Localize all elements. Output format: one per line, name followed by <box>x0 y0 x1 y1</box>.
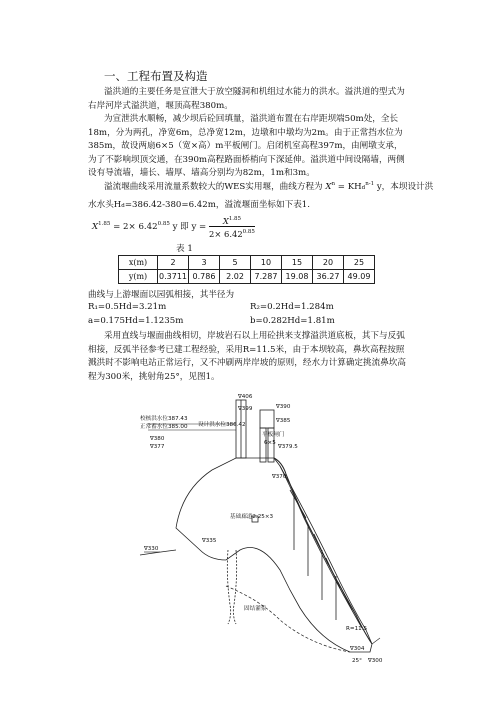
spillway-section-diagram <box>140 394 383 670</box>
coordinate-table <box>118 255 375 284</box>
table-cell: 5 <box>220 256 251 270</box>
section-heading: 一、工程布置及构造 <box>104 69 208 83</box>
label-el304: ∇304 <box>350 646 365 652</box>
eq-mid2: y 即 y = <box>172 222 207 232</box>
label-el370: ∇370 <box>272 474 287 480</box>
spillway-profile <box>274 458 372 644</box>
r1-text: R₁=0.5Hd=3.21m <box>88 302 167 312</box>
table-row-y <box>119 270 375 284</box>
paragraph-4: 采用直线与堰面曲线相切，岸坡岩石以上用砼拱来支撑溢洪道底板，其下与反弧相接，反弧半径参考已建工程经验，采用R=11.5米，由于本坝较高，鼻坎高程按照溅洪时不影响电站正常运行，又不冲刷两岸岸坡的原则，经水力计算确定挑流鼻坎高程为300米，挑射角25°，见图1。 <box>88 331 406 382</box>
label-curtain: 固结灌浆 <box>244 606 267 612</box>
label-design-level: 设计洪水位386.42 <box>198 422 246 428</box>
eq-denominator: $2\times 6.42^{0.85}$ <box>209 229 255 239</box>
label-el380: ∇380 <box>150 436 165 442</box>
table-cell: 2.02 <box>220 270 251 284</box>
eq-n1: n-1 <box>365 181 375 187</box>
eq-kh: = KH <box>337 182 362 192</box>
eq-mid: = 2× 6.42 <box>113 222 158 232</box>
label-el399: ∇399 <box>238 406 253 412</box>
label-gate: 平板闸门 <box>262 432 285 438</box>
eq-lhs-exp: 1.85 <box>98 221 111 227</box>
equation <box>92 214 255 239</box>
label-el385: ∇385 <box>276 418 291 424</box>
table-cell: 36.27 <box>313 270 344 284</box>
r2-text: R₂=0.2Hd=1.284m <box>250 302 334 312</box>
paragraph-3-line2 <box>88 198 310 210</box>
table-cell: 19.08 <box>282 270 313 284</box>
table-row-x <box>119 256 375 270</box>
p3b-sub: d <box>121 203 125 209</box>
label-el330: ∇330 <box>144 546 159 552</box>
label-el406: ∇406 <box>238 394 253 400</box>
dam-outline <box>176 458 372 652</box>
eq-d: d <box>361 185 366 191</box>
label-el300: ∇300 <box>368 658 383 664</box>
paragraph-3-line1 <box>104 180 433 192</box>
eq-fraction <box>209 214 255 239</box>
p3b-rest: =386.42-380=6.42m，溢流堰面坐标如下表1. <box>124 200 311 210</box>
label-el335: ∇335 <box>202 538 217 544</box>
table-cell: 0.786 <box>189 270 220 284</box>
table-cell: 0.3711 <box>158 270 189 284</box>
eq-lhs: X <box>92 222 99 232</box>
curve-intro: 曲线与上游堰面以园弧相接，其半径为 <box>88 290 235 300</box>
p3b-text: 水水头H <box>88 200 122 210</box>
gate-chamber <box>260 410 274 428</box>
label-el390: ∇390 <box>276 404 291 410</box>
eq-numerator: $X^{1.85}$ <box>209 214 255 227</box>
label-angle: 25° <box>352 658 362 664</box>
table-header-x: x(m) <box>119 256 158 270</box>
table-caption: 表 1 <box>176 244 193 254</box>
b-text: b=0.282Hd=1.81m <box>250 316 335 326</box>
table-cell: 20 <box>313 256 344 270</box>
paragraph-3-text: 溢流堰曲线采用流量系数较大的WES实用堰，曲线方程为 <box>104 182 323 192</box>
eq-mid-exp: 0.85 <box>157 221 170 227</box>
table-cell: 3 <box>189 256 220 270</box>
table-cell: 7.287 <box>251 270 282 284</box>
label-gallery: 基础廊道2.25×3 <box>230 514 274 520</box>
table-cell: 15 <box>282 256 313 270</box>
table-header-y: y(m) <box>119 270 158 284</box>
a-text: a=0.175Hd=1.1235m <box>88 316 184 326</box>
label-radius: R=11.5 <box>346 626 368 632</box>
table-cell: 25 <box>344 256 375 270</box>
label-normal-level: 正常蓄水位385.00 <box>140 424 188 430</box>
label-gate-size: 6×5 <box>264 440 276 446</box>
eq-y: y，本坝设计洪 <box>376 182 434 192</box>
label-design-flood: 校核洪水位387.43 <box>140 416 188 422</box>
table-cell: 2 <box>158 256 189 270</box>
table-cell: 10 <box>251 256 282 270</box>
paragraph-2: 为宣泄洪水顺畅，减少坝后砼回填量，溢洪道布置在右岸距坝端50m处，全长18m，分为两孔，净宽6m，总净宽12m，边墩和中墩均为2m。由于正常挡水位为385m，故设两扇6×5（宽×高）m平板闸门。启闭机室高程397m，由闸墩支承，为了不影响坝顶交通，在390m高程路面桥梢向下深延伸。溢洪道中间设隔墙，两侧设有导流墙，墙长、墙厚、墙高分别均为82m，1m和3m。 <box>88 114 405 179</box>
label-el377: ∇377 <box>150 444 165 450</box>
eq-x: X <box>325 182 332 192</box>
table-cell: 49.09 <box>344 270 375 284</box>
eq-n: n <box>331 181 336 187</box>
label-el379: ∇379.5 <box>278 444 298 450</box>
paragraph-1: 溢洪道的主要任务是宣泄大于放空隧洞和机组过水能力的洪水。溢洪道的型式为右岸河岸式溢洪道，堰顶高程380m。 <box>88 87 405 111</box>
